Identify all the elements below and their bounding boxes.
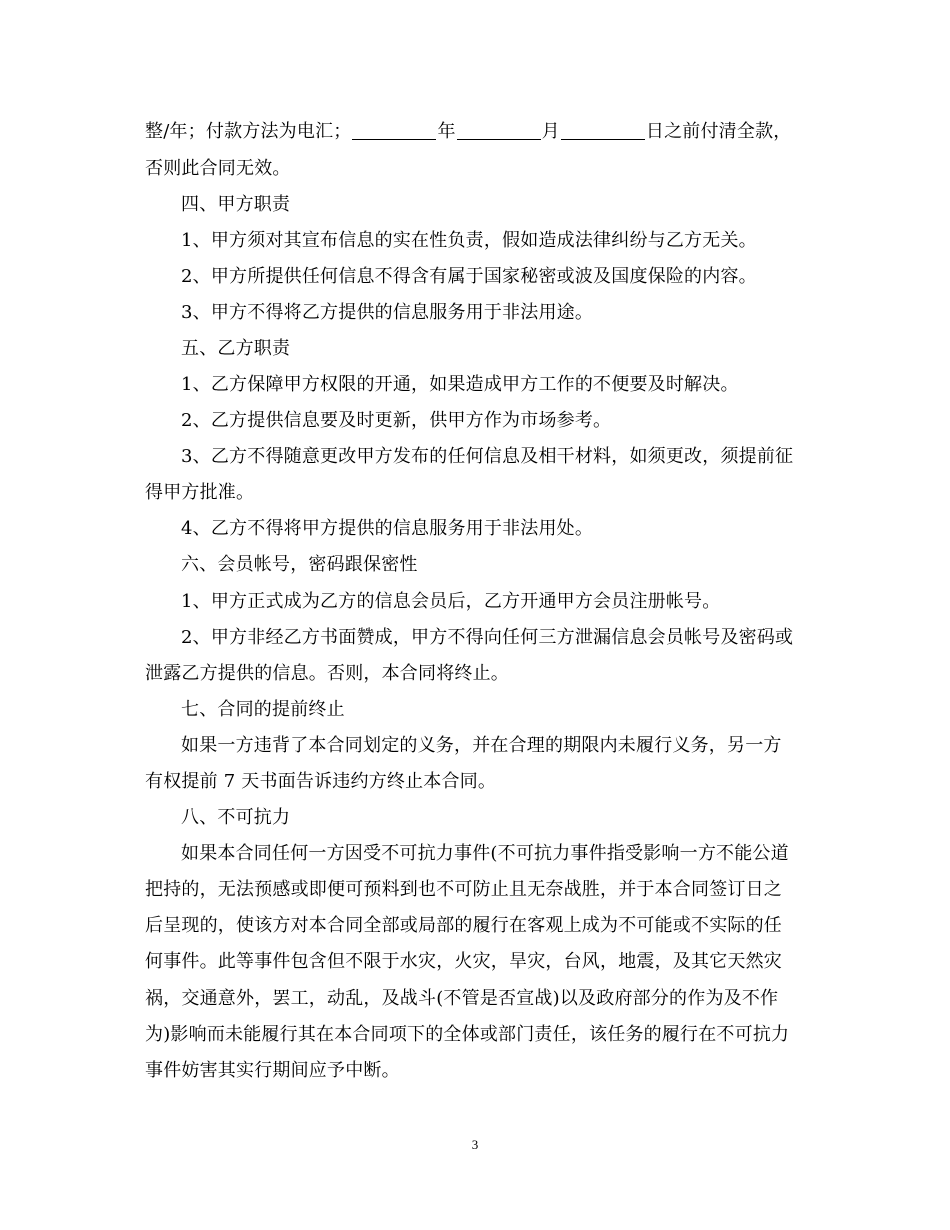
paragraph-line: 1、甲方须对其宣布信息的实在性负责，假如造成法律纠纷与乙方无关。	[181, 230, 757, 251]
paragraph-line: 得甲方批准。	[145, 482, 255, 503]
year-blank	[352, 121, 436, 140]
paragraph-line: 1、乙方保障甲方权限的开通，如果造成甲方工作的不便要及时解决。	[181, 374, 739, 395]
day-blank	[561, 121, 645, 140]
month-blank	[457, 121, 541, 140]
section-heading: 八、不可抗力	[181, 807, 291, 828]
paragraph-line: 3、乙方不得随意更改甲方发布的任何信息及相干材料，如须更改，须提前征	[181, 446, 794, 467]
section-heading: 六、会员帐号，密码跟保密性	[181, 554, 418, 575]
section-heading: 七、合同的提前终止	[181, 699, 345, 720]
section-heading: 五、乙方职责	[181, 338, 291, 359]
month-label: 月	[541, 121, 560, 142]
payment-line	[145, 120, 791, 144]
paragraph-line: 后呈现的，使该方对本合同全部或局部的履行在客观上成为不可能或不实际的任	[145, 915, 782, 936]
paragraph-line: 2、甲方所提供任何信息不得含有属于国家秘密或波及国度保险的内容。	[181, 266, 757, 287]
paragraph-line: 祸，交通意外，罢工，动乱，及战斗(不管是否宣战)以及政府部分的作为及不作	[145, 988, 779, 1009]
paragraph-line: 泄露乙方提供的信息。否则，本合同将终止。	[145, 663, 509, 684]
paragraph-line: 为)影响而未能履行其在本合同项下的全体或部门责任，该任务的履行在不可抗力	[145, 1024, 790, 1045]
paragraph-line: 2、甲方非经乙方书面赞成，甲方不得向任何三方泄漏信息会员帐号及密码或	[181, 627, 794, 648]
paragraph-line: 1、甲方正式成为乙方的信息会员后，乙方开通甲方会员注册帐号。	[181, 591, 721, 612]
paragraph-line: 3、甲方不得将乙方提供的信息服务用于非法用途。	[181, 302, 594, 323]
payment-prefix: 整/年；付款方法为电汇；	[145, 121, 352, 142]
paragraph-line: 何事件。此等事件包含但不限于水灾，火灾，旱灾，台风，地震，及其它天然灾	[145, 951, 782, 972]
paragraph-line: 2、乙方提供信息要及时更新，供甲方作为市场参考。	[181, 410, 612, 431]
section-heading: 四、甲方职责	[181, 194, 291, 215]
paragraph-line: 否则此合同无效。	[145, 158, 291, 179]
paragraph-line: 如果一方违背了本合同划定的义务，并在合理的期限内未履行义务，另一方	[181, 735, 782, 756]
paragraph-line: 把持的，无法预感或即便可预料到也不可防止且无奈战胜，并于本合同签订日之	[145, 879, 782, 900]
paragraph-line: 4、乙方不得将甲方提供的信息服务用于非法用处。	[181, 518, 594, 539]
year-label: 年	[437, 121, 456, 142]
page-number: 3	[471, 1137, 479, 1152]
paragraph-line: 事件妨害其实行期间应予中断。	[145, 1060, 400, 1081]
payment-suffix: 日之前付清全款，	[645, 121, 792, 142]
paragraph-line: 如果本合同任何一方因受不可抗力事件(不可抗力事件指受影响一方不能公道	[181, 843, 789, 864]
paragraph-line: 有权提前 7 天书面告诉违约方终止本合同。	[145, 771, 497, 792]
